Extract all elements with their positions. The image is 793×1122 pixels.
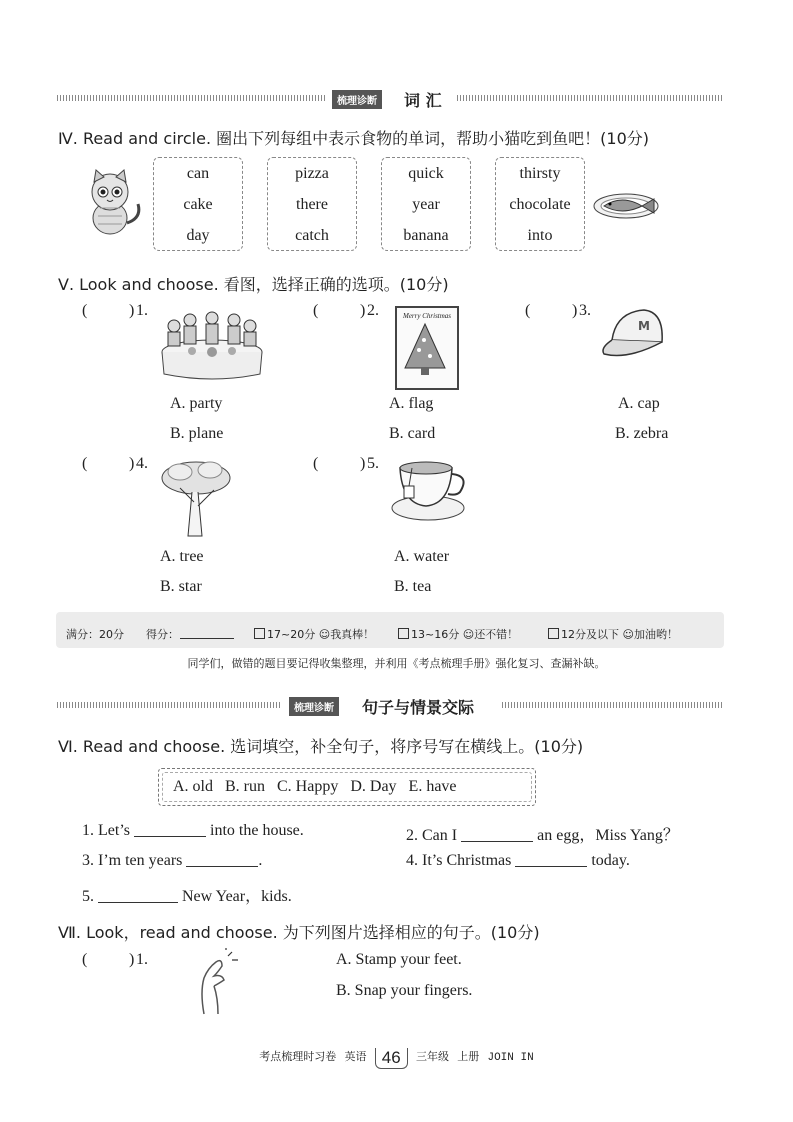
- christmas-card-illustration: [395, 306, 459, 390]
- section-divider-left: [57, 95, 325, 101]
- option-a: A. water: [394, 548, 450, 565]
- word[interactable]: chocolate: [509, 196, 571, 213]
- term: 上册: [457, 1051, 480, 1063]
- sentence-1: [82, 822, 304, 840]
- card-text: Merry Christmas: [402, 312, 452, 320]
- answer-bracket-close: ): [360, 455, 366, 472]
- section-divider-left: [57, 702, 282, 708]
- section-title: 词 汇: [404, 91, 442, 110]
- word[interactable]: banana: [403, 227, 449, 244]
- q4-heading: Ⅳ. Read and circle. 圈出下列每组中表示食物的单词，帮助小猫吃到鱼吧！(10分): [58, 129, 649, 148]
- answer-bracket-open: (: [82, 455, 88, 472]
- answer-bracket-open: (: [313, 302, 319, 319]
- tree-icon: [397, 320, 453, 378]
- cap-illustration: [598, 306, 666, 364]
- item-number: 1.: [136, 951, 148, 968]
- word-group-3: [381, 157, 471, 251]
- option-b: B. card: [389, 425, 436, 442]
- rating-text: 还不错！: [474, 628, 519, 641]
- full-score: 满分：20分: [66, 628, 124, 641]
- rating-text: 我真棒！: [330, 628, 375, 641]
- option-b: B. plane: [170, 425, 224, 442]
- item-number: 5.: [367, 455, 379, 472]
- section-divider-right: [457, 95, 722, 101]
- answer-bracket-open: (: [82, 302, 88, 319]
- option-b: B. Snap your fingers.: [336, 982, 473, 999]
- fish-plate-illustration: [592, 188, 662, 222]
- section-divider-right: [502, 702, 722, 708]
- tea-cup-illustration: [390, 458, 472, 524]
- option-a: A. tree: [160, 548, 204, 565]
- sentence-5: [82, 883, 292, 906]
- answer-bracket-open: (: [313, 455, 319, 472]
- svg-text:M: M: [638, 319, 650, 333]
- word[interactable]: there: [296, 196, 328, 213]
- rating-range: 13~16分: [411, 628, 460, 641]
- grade: 三年级: [415, 1051, 449, 1063]
- option-b: B. tea: [394, 578, 432, 595]
- word-option: A. old: [173, 778, 213, 795]
- rating-checkbox[interactable]: [548, 628, 559, 639]
- rating-range: 12分及以下: [561, 628, 619, 641]
- answer-blank[interactable]: [461, 827, 533, 842]
- item-number: 4.: [136, 455, 148, 472]
- snap-fingers-illustration: [188, 948, 242, 1016]
- word-option: C. Happy: [277, 778, 339, 795]
- answer-bracket-open: (: [525, 302, 531, 319]
- rating-checkbox[interactable]: [398, 628, 409, 639]
- section-tag: 梳理诊断: [289, 697, 339, 716]
- word-group-1: [153, 157, 243, 251]
- sentence-text: 2. Can I: [406, 827, 458, 844]
- sentence-text: an egg，Miss Yang？: [537, 827, 679, 844]
- score-bar: [56, 612, 724, 648]
- option-a: A. party: [170, 395, 223, 412]
- rating-checkbox[interactable]: [254, 628, 265, 639]
- page-number: 46: [375, 1048, 408, 1069]
- answer-blank[interactable]: [98, 888, 178, 903]
- answer-bracket-close: ): [572, 302, 578, 319]
- sentence-text: into the house.: [210, 822, 304, 839]
- sentence-text: 5.: [82, 888, 94, 905]
- word[interactable]: day: [186, 227, 210, 244]
- smile-icon: ☺: [622, 628, 634, 641]
- edition: JOIN IN: [487, 1052, 534, 1064]
- sentence-text: 4. It’s Christmas: [406, 852, 512, 869]
- party-illustration: [158, 308, 266, 380]
- sentence-text: today.: [591, 852, 630, 869]
- score-note: 同学们，做错的题目要记得收集整理，并利用《考点梳理手册》强化复习、查漏补缺。: [187, 658, 606, 670]
- book-title: 考点梳理时习卷: [259, 1051, 337, 1063]
- rating-2: [398, 626, 518, 642]
- rating-1: [254, 626, 374, 642]
- section-tag: 梳理诊断: [332, 90, 382, 109]
- word[interactable]: thirsty: [519, 165, 561, 182]
- smile-icon: ☺: [462, 628, 475, 641]
- q7-heading: Ⅶ. Look，read and choose. 为下列图片选择相应的句子。(10分): [58, 923, 540, 942]
- word[interactable]: quick: [408, 165, 444, 182]
- word[interactable]: cake: [183, 196, 213, 213]
- sentence-text: .: [258, 852, 263, 869]
- word[interactable]: catch: [295, 227, 329, 244]
- page-footer: [0, 1048, 793, 1069]
- subject: 英语: [344, 1051, 367, 1063]
- answer-bracket-close: ): [129, 455, 135, 472]
- answer-bracket-open: (: [82, 951, 88, 968]
- word-option: B. run: [225, 778, 265, 795]
- sentence-text: New Year，kids.: [182, 888, 292, 905]
- cat-illustration: [80, 168, 150, 238]
- option-b: B. zebra: [615, 425, 669, 442]
- sentence-text: 1. Let’s: [82, 822, 130, 839]
- sentence-text: 3. I’m ten years: [82, 852, 183, 869]
- sentence-3: [82, 852, 262, 870]
- word-bank-box: [158, 768, 536, 806]
- option-a: A. flag: [389, 395, 434, 412]
- answer-bracket-close: ): [360, 302, 366, 319]
- smile-icon: ☺: [318, 628, 331, 641]
- answer-blank[interactable]: [186, 852, 258, 867]
- option-a: A. Stamp your feet.: [336, 951, 462, 968]
- score-blank[interactable]: [180, 638, 234, 639]
- option-b: B. star: [160, 578, 202, 595]
- section-title: 句子与情景交际: [362, 698, 475, 717]
- word-group-2: [267, 157, 357, 251]
- item-number: 1.: [136, 302, 148, 319]
- answer-bracket-close: ): [129, 951, 135, 968]
- word[interactable]: can: [186, 165, 210, 182]
- word[interactable]: into: [527, 227, 553, 244]
- item-number: 2.: [367, 302, 379, 319]
- score-label: 得分：: [146, 628, 179, 641]
- item-number: 3.: [579, 302, 591, 319]
- answer-blank[interactable]: [134, 822, 206, 837]
- sentence-4: [406, 852, 630, 870]
- tree-illustration: [158, 456, 234, 540]
- sentence-2: [406, 822, 679, 845]
- answer-bracket-close: ): [129, 302, 135, 319]
- word-option: E. have: [408, 778, 457, 795]
- word-option: D. Day: [350, 778, 397, 795]
- rating-range: 17~20分: [267, 628, 316, 641]
- rating-text: 加油哟！: [633, 628, 678, 641]
- rating-3: [548, 626, 678, 642]
- q6-heading: Ⅵ. Read and choose. 选词填空，补全句子，将序号写在横线上。(10分): [58, 737, 584, 756]
- answer-blank[interactable]: [515, 852, 587, 867]
- word[interactable]: year: [412, 196, 440, 213]
- option-a: A. cap: [618, 395, 660, 412]
- word[interactable]: pizza: [295, 165, 329, 182]
- word-group-4: [495, 157, 585, 251]
- word-bank: [173, 778, 457, 796]
- q5-heading: Ⅴ. Look and choose. 看图，选择正确的选项。(10分): [58, 275, 449, 294]
